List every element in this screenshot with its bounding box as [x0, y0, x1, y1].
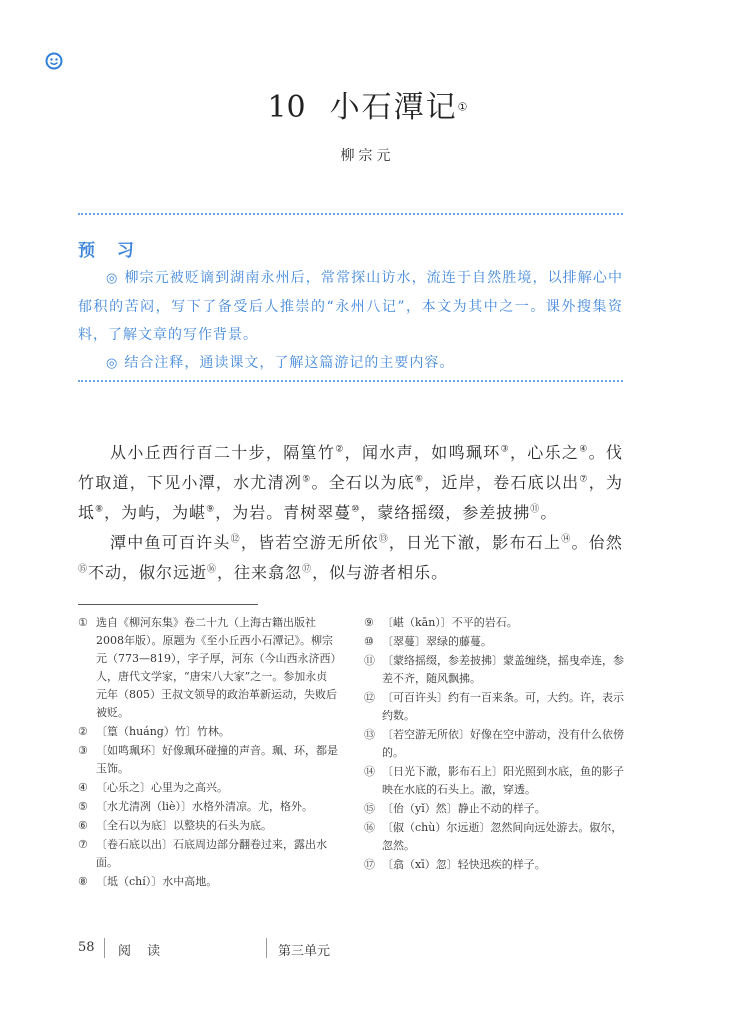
footnote-number: ③ — [78, 744, 88, 757]
preview-text: 结合注释，通读课文，了解这篇游记的主要内容。 — [124, 355, 455, 371]
footnote-marker: ④ — [579, 444, 589, 455]
text-segment: ，心乐之 — [509, 443, 580, 462]
footnote-text: 〔全石以为底〕以整块的石头为底。 — [96, 819, 272, 832]
footnote-number: ⑫ — [364, 691, 375, 704]
footnote-marker: ⑤ — [302, 474, 312, 485]
text-segment: ，似与游者相乐。 — [312, 563, 449, 582]
footnote-number: ⑰ — [364, 858, 375, 871]
text-segment: 从小丘西行百二十步，隔篁竹 — [110, 443, 336, 462]
footnote-text: 〔篁（huáng）竹〕竹林。 — [96, 725, 230, 738]
footnote-text: 〔心乐之〕心里为之高兴。 — [96, 781, 228, 794]
footnote-text: 选自《柳河东集》卷二十九（上海古籍出版社2008年版）。原题为《至小丘西小石潭记》。柳宗元（773—819），字子厚，河东（今山西永济西）人，唐代文学家，“唐宋八大家”之一。参加永贞元年（805）王叔文领导的政治革新运动，失败后被贬。 — [96, 616, 337, 719]
footnote-text: 〔坻（chí）〕水中高地。 — [96, 875, 218, 888]
footer-divider — [104, 938, 105, 958]
footnote-number: ⑪ — [364, 654, 375, 667]
footnote-text: 〔如鸣珮环〕好像珮环碰撞的声音。珮、环，都是玉饰。 — [96, 744, 338, 775]
footnote-number: ⑭ — [364, 765, 375, 778]
footnote-text: 〔佁（yǐ）然〕静止不动的样子。 — [382, 802, 546, 815]
footnote-marker: ⑥ — [414, 474, 425, 485]
footnote-item — [78, 779, 338, 797]
footnote-marker: ② — [335, 444, 345, 455]
footnote-number: ⑤ — [78, 800, 88, 813]
text-segment: ，为岩。青树翠蔓 — [215, 503, 352, 522]
footnote-marker: ⑫ — [230, 534, 241, 545]
bullet-icon: ◎ — [106, 356, 119, 371]
footnote-marker: ⑧ — [95, 504, 105, 515]
footnote-item — [364, 763, 626, 799]
footer-unit-label: 第三单元 — [278, 944, 331, 959]
text-segment: ，为坻 — [78, 473, 623, 522]
text-segment: 。全石以为底 — [311, 473, 415, 492]
footnote-marker: ⑨ — [206, 504, 216, 515]
text-segment: ，皆若空游无所依 — [240, 533, 379, 552]
footnote-number: ① — [78, 616, 88, 629]
footnote-text: 〔可百许头〕约有一百来条。可，大约。许，表示约数。 — [382, 691, 624, 722]
footnote-number: ⑮ — [364, 802, 375, 815]
footnote-number: ⑩ — [364, 635, 374, 648]
footer-divider — [266, 938, 267, 958]
footnote-item — [364, 819, 626, 855]
footnote-marker: ⑦ — [579, 474, 589, 485]
footnote-item — [78, 873, 338, 891]
footnote-marker: ⑪ — [530, 504, 541, 515]
text-segment: ，蒙络摇缀，参差披拂 — [360, 503, 531, 522]
footnote-item — [364, 652, 626, 688]
smiley-icon — [45, 52, 63, 70]
text-segment: ，为屿，为嵁 — [104, 503, 207, 522]
text-segment: ，闻水声，如鸣珮环 — [344, 443, 501, 462]
lesson-title-row — [0, 82, 735, 126]
footnote-item — [364, 614, 626, 632]
footnote-item — [364, 800, 626, 818]
footnotes-left-column — [78, 614, 338, 892]
preview-divider-top — [78, 213, 623, 215]
title-footnote-mark: ① — [457, 100, 468, 114]
preview-item — [78, 264, 623, 349]
footnote-text: 〔卷石底以出〕石底周边部分翻卷过来，露出水面。 — [96, 838, 327, 869]
preview-divider-bottom — [78, 380, 623, 382]
footnote-text: 〔翕（xī）忽〕轻快迅疾的样子。 — [382, 858, 546, 871]
footnote-marker: ③ — [500, 444, 510, 455]
main-paragraph — [78, 528, 623, 588]
footnote-number: ④ — [78, 781, 88, 794]
footnote-number: ⑦ — [78, 838, 88, 851]
footnote-item — [364, 689, 626, 725]
text-segment: ，近岸，卷石底以出 — [424, 473, 580, 492]
footnote-number: ⑨ — [364, 616, 374, 629]
footnote-item — [78, 614, 338, 722]
preview-item — [78, 349, 623, 378]
footnote-item — [78, 723, 338, 741]
bullet-icon: ◎ — [106, 271, 119, 286]
text-segment: ，往来翕忽 — [217, 563, 303, 582]
footnote-number: ⑧ — [78, 875, 88, 888]
footnote-text: 〔俶（chù）尔远逝〕忽然间向远处游去。俶尔，忽然。 — [382, 821, 623, 852]
footnote-item — [78, 817, 338, 835]
footnote-text: 〔水尤清冽（liè）〕水格外清凉。尤，格外。 — [96, 800, 314, 813]
text-segment: 潭中鱼可百许头 — [110, 533, 231, 552]
preview-heading: 预 习 — [78, 241, 142, 261]
footnote-number: ⑬ — [364, 728, 375, 741]
footnote-number: ⑥ — [78, 819, 88, 832]
footer-section-label: 阅 读 — [118, 944, 167, 959]
footnote-marker: ⑩ — [351, 504, 361, 515]
footnote-rule — [78, 604, 258, 605]
footnote-marker: ⑮ — [78, 564, 89, 575]
footnote-marker: ⑭ — [561, 534, 572, 545]
text-segment: 不动，俶尔远逝 — [88, 563, 208, 582]
footnote-text: 〔蒙络摇缀，参差披拂〕蒙盖缠绕，摇曳牵连，参差不齐，随风飘拂。 — [382, 654, 624, 685]
author-name: 柳宗元 — [340, 148, 395, 164]
footnotes-right-column — [364, 614, 626, 875]
footnote-text: 〔嵁（kān）〕不平的岩石。 — [382, 616, 518, 629]
main-text — [78, 438, 623, 588]
page-number: 58 — [78, 940, 95, 955]
footnote-item — [78, 798, 338, 816]
footnote-marker: ⑰ — [302, 564, 313, 575]
main-paragraph — [78, 438, 623, 528]
footnote-item — [364, 633, 626, 651]
preview-text: 柳宗元被贬谪到湖南永州后，常常探山访水，流连于自然胜境，以排解心中郁积的苦闷，写下了备受后人推崇的“永州八记”，本文为其中之一。课外搜集资料，了解文章的写作背景。 — [78, 270, 624, 343]
lesson-title: 小石潭记 — [329, 90, 458, 125]
footnote-marker: ⑬ — [378, 534, 389, 545]
footnote-marker: ⑯ — [207, 564, 218, 575]
text-segment: ，日光下澈，影布石上 — [388, 533, 562, 552]
footnote-number: ⑯ — [364, 821, 375, 834]
footnote-item — [364, 856, 626, 874]
footnote-text: 〔若空游无所依〕好像在空中游动，没有什么依傍的。 — [382, 728, 624, 759]
text-segment: 。伐竹取道，下见小潭，水尤清冽 — [78, 443, 623, 492]
footnote-item — [364, 726, 626, 762]
footnote-item — [78, 836, 338, 872]
footnote-text: 〔翠蔓〕翠绿的藤蔓。 — [382, 635, 492, 648]
footnote-item — [78, 742, 338, 778]
preview-body — [78, 264, 623, 378]
footnote-number: ② — [78, 725, 88, 738]
text-segment: 。 — [540, 503, 558, 522]
lesson-number: 10 — [267, 90, 306, 125]
text-segment: 。佁然 — [571, 533, 623, 552]
footnote-text: 〔日光下澈，影布石上〕阳光照到水底，鱼的影子映在水底的石头上。澈，穿透。 — [382, 765, 624, 796]
